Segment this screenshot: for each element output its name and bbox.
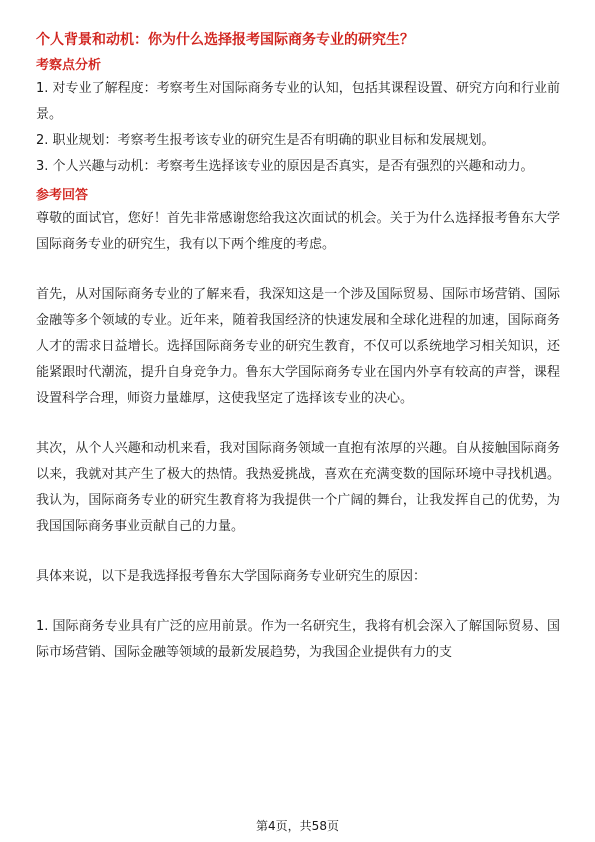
page-number: 第4页，共58页: [256, 819, 339, 833]
question-title: 个人背景和动机：你为什么选择报考国际商务专业的研究生？: [36, 32, 414, 48]
answer-paragraph-specific: 具体来说，以下是我选择报考鲁东大学国际商务专业研究生的原因：: [36, 569, 427, 584]
answer-reason-1: 1. 国际商务专业具有广泛的应用前景。作为一名研究生，我将有机会深入了解国际贸易、国际市场营销、国际金融等领域的最新发展趋势，为我国企业提供有力的支: [36, 619, 560, 660]
page-content: [36, 30, 560, 666]
answer-paragraph-second: 其次，从个人兴趣和动机来看，我对国际商务领域一直抱有浓厚的兴趣。自从接触国际商务以来，我就对其产生了极大的热情。我热爱挑战，喜欢在充满变数的国际环境中寻找机遇。我认为，国际商务专业的研究生教育将为我提供一个广阔的舞台，让我发挥自己的优势，为我国国际商务事业贡献自己的力量。: [36, 441, 560, 534]
answer-paragraph-intro: 尊敬的面试官，您好！首先非常感谢您给我这次面试的机会。关于为什么选择报考鲁东大学国际商务专业的研究生，我有以下两个维度的考虑。: [36, 211, 560, 252]
analysis-point-1: 1. 对专业了解程度：考察考生对国际商务专业的认知，包括其课程设置、研究方向和行业前景。: [36, 81, 560, 122]
answer-paragraph-first: 首先，从对国际商务专业的了解来看，我深知这是一个涉及国际贸易、国际市场营销、国际金融等多个领域的专业。近年来，随着我国经济的快速发展和全球化进程的加速，国际商务人才的需求日益增长。选择国际商务专业的研究生教育，不仅可以系统地学习相关知识，还能紧跟时代潮流，提升自身竞争力。鲁东大学国际商务专业在国内外享有较高的声誉，课程设置科学合理，师资力量雄厚，这使我坚定了选择该专业的决心。: [36, 287, 560, 406]
analysis-point-2: 2. 职业规划：考察考生报考该专业的研究生是否有明确的职业目标和发展规划。: [36, 133, 495, 148]
analysis-point-3: 3. 个人兴趣与动机：考察考生选择该专业的原因是否真实，是否有强烈的兴趣和动力。: [36, 159, 534, 174]
analysis-label: 考察点分析: [36, 58, 102, 73]
answer-label: 参考回答: [36, 188, 89, 203]
